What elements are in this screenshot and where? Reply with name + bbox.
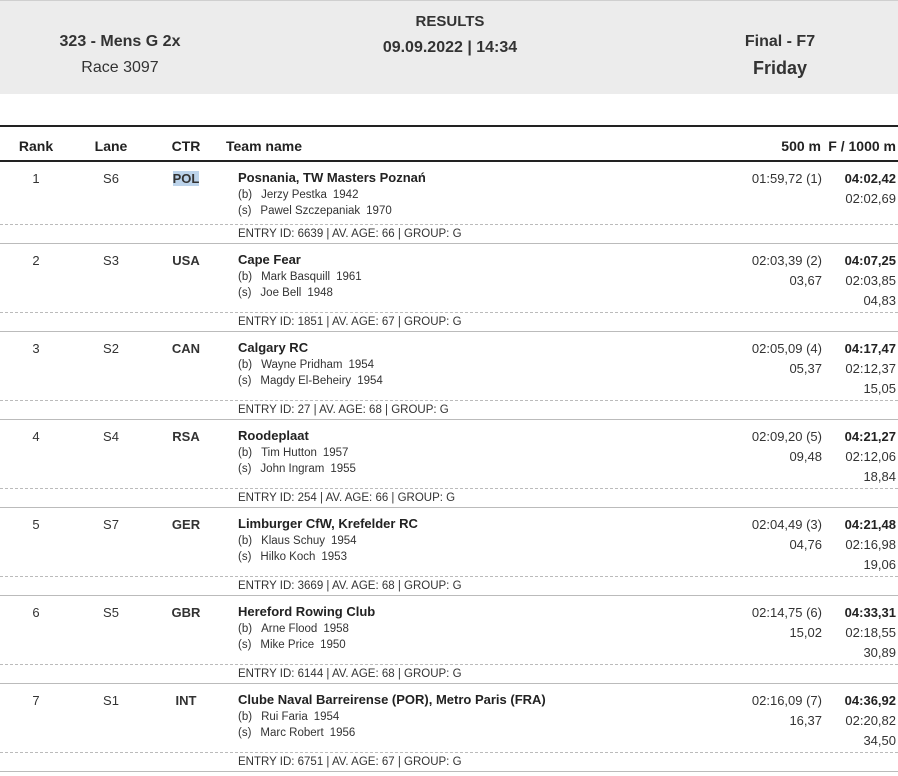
entry-info [0,224,898,243]
country-code: GBR [171,605,201,620]
country-code: CAN [171,341,201,356]
split-1000m: 15,05 [863,381,896,396]
table-row [0,162,898,244]
country-code: GER [171,517,201,532]
final-time: 04:36,92 [844,693,896,708]
crew-member [238,359,374,371]
crew-role: (b) [238,189,253,201]
table-row [0,420,898,508]
crew-member [238,375,383,387]
race-day: Friday [752,58,808,78]
country-cell [150,693,222,708]
entry-info [0,576,898,595]
country-code: USA [172,253,200,268]
table-header [0,125,898,162]
crew-role: (s) [238,551,252,563]
split-500m: 01:59,72 (1) [751,171,822,186]
entry-details: ENTRY ID: 3669 | AV. AGE: 68 | GROUP: G [238,580,462,592]
table-row [0,244,898,332]
crew-member [238,535,357,547]
crew-role: (b) [238,359,253,371]
crew-year: 1942 [332,189,359,201]
split-1000m: 04,83 [863,293,896,308]
crew-year: 1958 [323,623,349,635]
crew-name: Magdy El-Beheiry [260,375,352,387]
split-1000m: 34,50 [863,733,896,748]
lane-cell: S3 [103,253,119,268]
crew-name: Tim Hutton [261,447,317,459]
crew-year: 1953 [321,551,347,563]
crew-name: Wayne Pridham [261,359,343,371]
rank-cell: 4 [32,429,40,444]
split-500m: 05,37 [789,361,822,376]
crew-year: 1957 [322,447,349,459]
col-lane: Lane [94,138,128,154]
crew-member [238,551,347,563]
crew-year: 1950 [320,639,346,651]
team-name: Calgary RC [238,340,309,355]
split-1000m: 02:20,82 [845,713,896,728]
team-name: Limburger CfW, Krefelder RC [238,516,418,531]
rank-cell: 6 [32,605,40,620]
crew-year: 1956 [329,727,356,739]
crew-role: (s) [238,463,252,475]
crew-name: Jerzy Pestka [261,189,327,201]
crew-name: Arne Flood [261,623,318,635]
crew-role: (b) [238,623,253,635]
crew-member [238,271,362,283]
race-header [0,0,898,94]
lane-cell: S5 [103,605,119,620]
split-500m: 02:04,49 (3) [751,517,822,532]
table-row [0,596,898,684]
country-code: INT [175,693,197,708]
col-f-1000m: F / 1000 m [828,138,896,154]
split-1000m: 30,89 [863,645,896,660]
event-title: 323 - Mens G 2x [59,33,181,50]
col-ctr: CTR [171,138,201,154]
crew-role: (b) [238,535,253,547]
entry-details: ENTRY ID: 6144 | AV. AGE: 68 | GROUP: G [238,668,462,680]
lane-cell: S7 [103,517,119,532]
lane-cell: S6 [103,171,119,186]
final-label: Final - F7 [744,33,816,50]
rank-cell: 1 [32,171,40,186]
crew-role: (s) [238,287,252,299]
col-500m: 500 m [781,138,821,154]
split-1000m: 18,84 [863,469,896,484]
country-code: RSA [172,429,200,444]
final-time: 04:02,42 [844,171,896,186]
split-1000m: 02:03,85 [845,273,896,288]
crew-year: 1955 [330,463,356,475]
table-row [0,332,898,420]
split-500m: 03,67 [789,273,822,288]
crew-year: 1970 [366,205,392,217]
entry-details: ENTRY ID: 254 | AV. AGE: 66 | GROUP: G [238,492,456,504]
rank-cell: 3 [32,341,40,356]
split-500m: 04,76 [789,537,822,552]
results-label: RESULTS [415,13,485,30]
crew-name: John Ingram [260,463,325,475]
crew-name: Hilko Koch [260,551,316,563]
split-500m: 15,02 [789,625,822,640]
entry-details: ENTRY ID: 27 | AV. AGE: 68 | GROUP: G [238,404,449,416]
crew-name: Mike Price [260,639,315,651]
results-info [330,12,570,58]
crew-member [238,189,358,201]
team-name: Posnania, TW Masters Poznań [238,170,426,185]
entry-info [0,664,898,683]
crew-role: (s) [238,205,252,217]
split-1000m: 02:16,98 [845,537,896,552]
crew-year: 1948 [307,287,333,299]
split-1000m: 02:12,06 [845,449,896,464]
crew-year: 1954 [357,375,383,387]
final-time: 04:33,31 [844,605,896,620]
team-name: Clube Naval Barreirense (POR), Metro Paris (FRA) [238,692,546,707]
split-500m: 02:14,75 (6) [751,605,822,620]
final-time: 04:17,47 [844,341,896,356]
crew-member [238,639,346,651]
country-cell [150,605,222,620]
final-time: 04:21,27 [844,429,896,444]
crew-year: 1954 [313,711,340,723]
split-500m: 16,37 [789,713,822,728]
split-1000m: 02:12,37 [845,361,896,376]
crew-member [238,711,339,723]
crew-role: (b) [238,711,253,723]
country-cell [150,429,222,444]
col-rank: Rank [18,138,54,154]
entry-info [0,752,898,771]
entry-details: ENTRY ID: 1851 | AV. AGE: 67 | GROUP: G [238,316,462,328]
table-row [0,508,898,596]
country-cell [150,341,222,356]
country-code: POL [172,171,200,186]
final-time: 04:07,25 [844,253,896,268]
split-1000m: 19,06 [863,557,896,572]
split-1000m: 02:02,69 [845,191,896,206]
crew-name: Rui Faria [261,711,308,723]
lane-cell: S2 [103,341,119,356]
crew-role: (s) [238,727,252,739]
team-name: Hereford Rowing Club [238,604,376,619]
lane-cell: S4 [103,429,119,444]
country-cell [150,171,222,186]
crew-year: 1954 [331,535,357,547]
crew-name: Joe Bell [260,287,302,299]
lane-cell: S1 [103,693,119,708]
split-500m: 02:16,09 (7) [751,693,822,708]
rank-cell: 2 [32,253,40,268]
entry-info [0,312,898,331]
crew-member [238,727,355,739]
rank-cell: 5 [32,517,40,532]
split-500m: 02:09,20 (5) [751,429,822,444]
crew-name: Mark Basquill [261,271,331,283]
entry-info [0,488,898,507]
crew-role: (b) [238,447,253,459]
crew-member [238,287,333,299]
final-info [700,32,860,78]
crew-role: (s) [238,375,252,387]
col-team-name: Team name [226,138,302,154]
crew-name: Pawel Szczepaniak [260,205,361,217]
team-name: Cape Fear [238,252,301,267]
race-number: Race 3097 [81,59,159,76]
crew-member [238,205,392,217]
entry-details: ENTRY ID: 6751 | AV. AGE: 67 | GROUP: G [238,756,462,768]
crew-role: (s) [238,639,252,651]
split-500m: 09,48 [789,449,822,464]
results-table [0,125,898,772]
crew-member [238,463,356,475]
crew-member [238,447,348,459]
crew-year: 1961 [336,271,362,283]
table-row [0,684,898,772]
event-info [40,32,200,78]
crew-name: Klaus Schuy [261,535,325,547]
split-1000m: 02:18,55 [845,625,896,640]
crew-year: 1954 [348,359,375,371]
split-500m: 02:05,09 (4) [751,341,822,356]
rank-cell: 7 [32,693,40,708]
race-datetime: 09.09.2022 | 14:34 [382,39,518,56]
table-body [0,162,898,772]
crew-member [238,623,349,635]
entry-details: ENTRY ID: 6639 | AV. AGE: 66 | GROUP: G [238,228,462,240]
split-500m: 02:03,39 (2) [751,253,822,268]
team-name: Roodeplaat [238,428,309,443]
final-time: 04:21,48 [844,517,896,532]
country-cell [150,517,222,532]
country-cell [150,253,222,268]
entry-info [0,400,898,419]
crew-role: (b) [238,271,253,283]
crew-name: Marc Robert [260,727,324,739]
